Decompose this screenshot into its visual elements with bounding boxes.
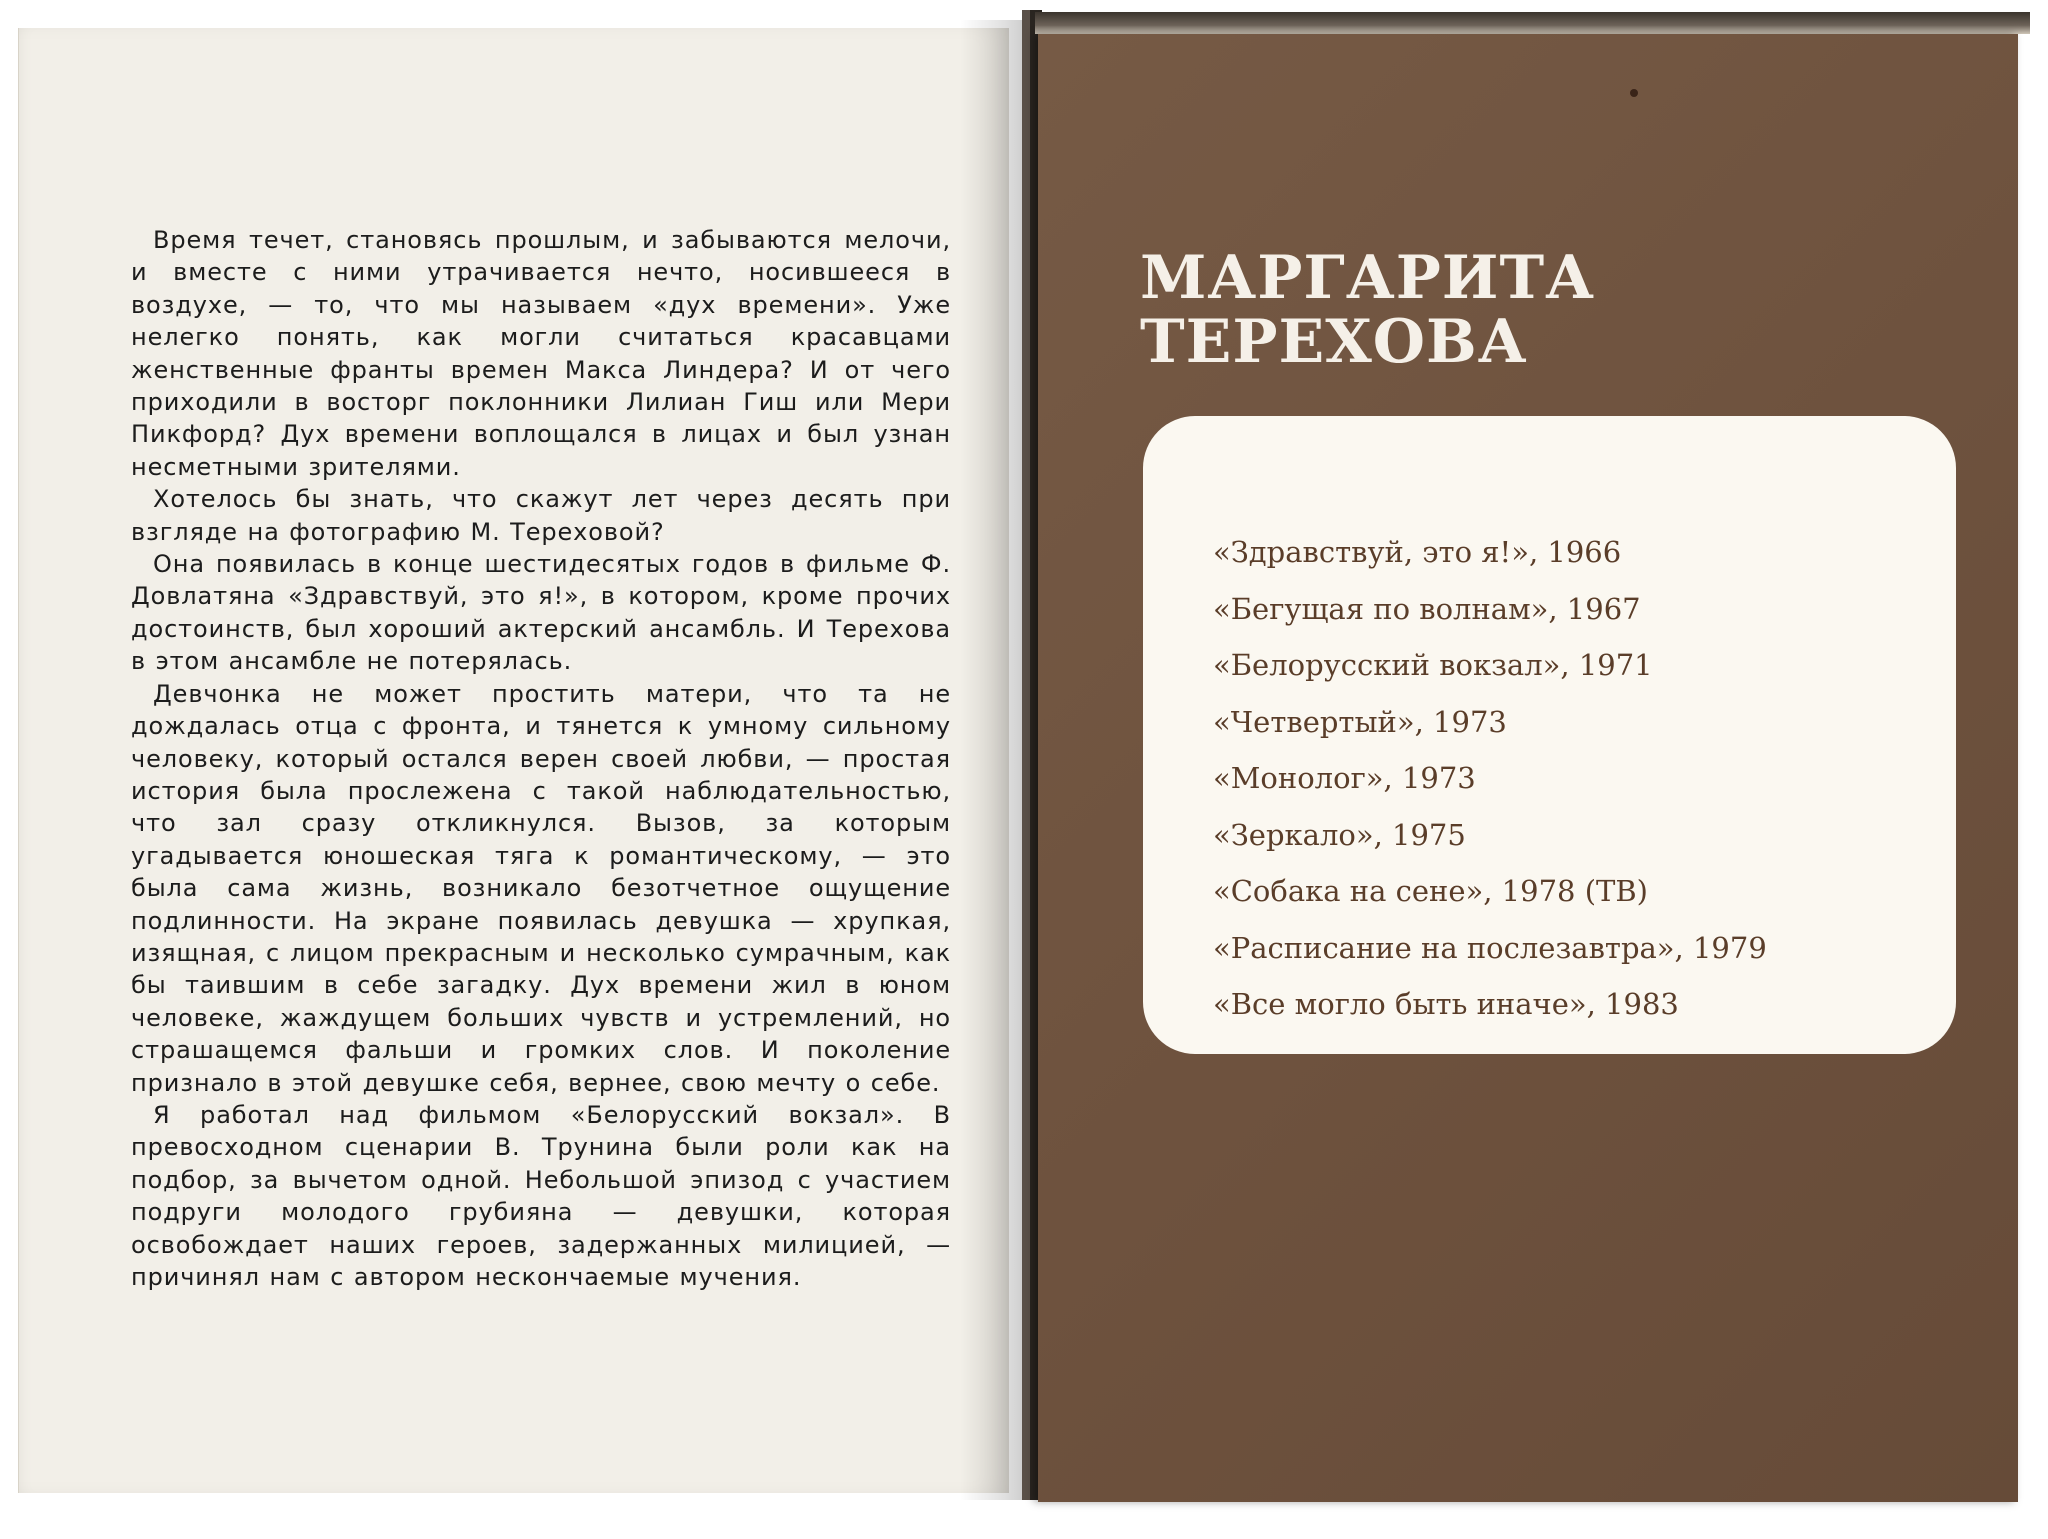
paragraph-1: Время течет, становясь прошлым, и забываются мелочи, и вместе с ними утрачивается нечто, носившееся в воздухе, — то, что мы называем «дух времени». Уже нелегко понять, как могли считаться красавцами женственные франты времен Макса Линдера? И от чего приходили в восторг поклонники Лилиан Гиш или Мери Пикфорд? Дух времени воплощался в лицах и был узнан несметными зрителями. xyxy=(131,226,951,481)
page-stack-top xyxy=(1035,12,2030,34)
film-item: «Расписание на послезавтра», 1979 xyxy=(1213,930,1767,965)
filmography-card xyxy=(1143,416,1956,1054)
film-item: «Все могло быть иначе», 1983 xyxy=(1213,987,1679,1021)
paragraph-5: Я работал над фильмом «Белорусский вокзал». В превосходном сценарии В. Трунина были роли как на подбор, за вычетом одной. Небольшой эпизод с участием подруги молодого грубияна — девушки, которая освобождает наших героев, задержанных милицией, — причинял нам с автором нескончаемые мучения. xyxy=(131,1100,951,1291)
film-item: «Бегущая по волнам», 1967 xyxy=(1213,591,1641,626)
cover-page xyxy=(1038,34,2018,1502)
page-stack-edge xyxy=(1022,10,1030,1500)
paragraph-2: Хотелось бы знать, что скажут лет через десять при взгляде на фотографию М. Тереховой? xyxy=(131,485,951,546)
film-item: «Собака на сене», 1978 (ТВ) xyxy=(1213,874,1648,908)
cover-title xyxy=(1140,243,1596,377)
essay-text xyxy=(131,224,951,1293)
paper-speck xyxy=(1630,89,1638,97)
film-item: «Зеркало», 1975 xyxy=(1213,817,1466,852)
film-item: «Здравствуй, это я!», 1966 xyxy=(1213,535,1622,569)
film-item: «Четвертый», 1973 xyxy=(1213,704,1507,739)
film-item: «Белорусский вокзал», 1971 xyxy=(1213,648,1653,682)
film-item: «Монолог», 1973 xyxy=(1213,761,1476,795)
left-page xyxy=(18,28,1009,1493)
paragraph-4: Девчонка не может простить матери, что та не дождалась отца с фронта, и тянется к умному сильному человеку, который остался верен своей любви, — простая история была прослежена с такой наблюдательностью, что зал сразу откликнулся. Вызов, за которым угадывается юношеская тяга к романтическому, — это была сама жизнь, возникало безотчетное ощущение подлинности. На экране появилась девушка — хрупкая, изящная, с лицом прекрасным и несколько сумрачным, как бы таившим в себе загадку. Дух времени жил в юном человеке, жаждущем больших чувств и устремлений, но страшащемся фальши и громких слов. И поколение признало в этой девушке себя, вернее, свою мечту о себе. xyxy=(131,679,951,1097)
title-last-name: ТЕРЕХОВА xyxy=(1140,307,1528,377)
filmography-list xyxy=(1213,524,1767,1033)
paragraph-3: Она появилась в конце шестидесятых годов в фильме Ф. Довлатяна «Здравствуй, это я!», в котором, кроме прочих достоинств, был хороший актерский ансамбль. И Терехова в этом ансамбле не потерялась. xyxy=(131,550,951,676)
title-first-name: МАРГАРИТА xyxy=(1140,243,1596,313)
